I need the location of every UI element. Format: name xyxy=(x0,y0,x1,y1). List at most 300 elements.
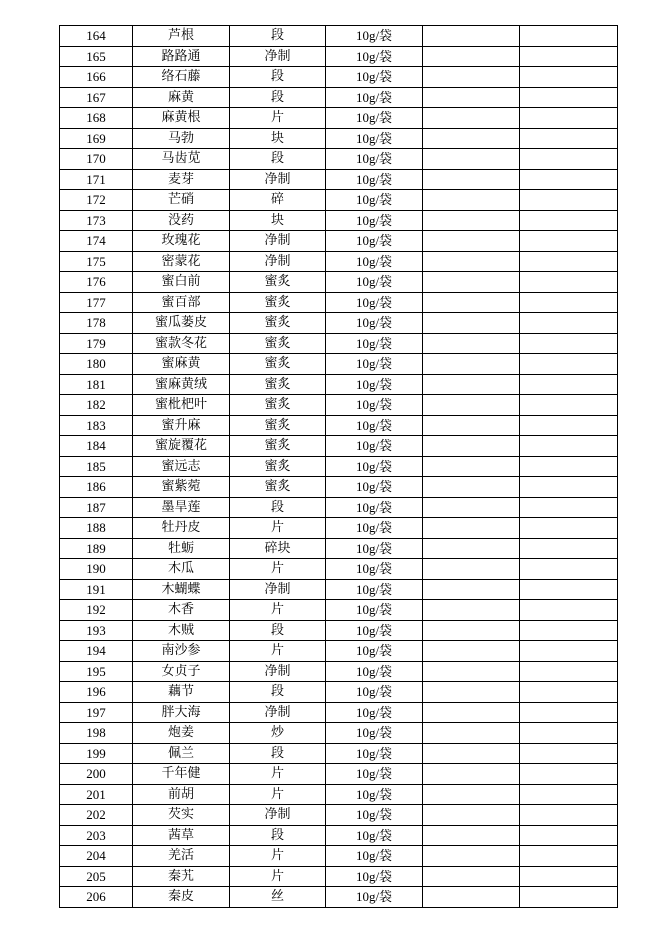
package-spec: 10g/袋 xyxy=(326,46,423,67)
empty-cell xyxy=(520,190,618,211)
processing-method: 碎块 xyxy=(230,538,326,559)
processing-method: 净制 xyxy=(230,805,326,826)
empty-cell xyxy=(520,313,618,334)
row-number: 168 xyxy=(60,108,133,129)
package-spec: 10g/袋 xyxy=(326,887,423,908)
row-number: 201 xyxy=(60,784,133,805)
package-spec: 10g/袋 xyxy=(326,579,423,600)
row-number: 197 xyxy=(60,702,133,723)
empty-cell xyxy=(423,682,520,703)
processing-method: 净制 xyxy=(230,46,326,67)
empty-cell xyxy=(423,210,520,231)
table-row xyxy=(60,477,618,498)
empty-cell xyxy=(520,149,618,170)
empty-cell xyxy=(520,67,618,88)
processing-method: 碎 xyxy=(230,190,326,211)
processing-method: 块 xyxy=(230,128,326,149)
package-spec: 10g/袋 xyxy=(326,538,423,559)
processing-method: 蜜炙 xyxy=(230,272,326,293)
herb-name: 蜜远志 xyxy=(133,456,230,477)
row-number: 198 xyxy=(60,723,133,744)
empty-cell xyxy=(520,436,618,457)
processing-method: 蜜炙 xyxy=(230,313,326,334)
row-number: 170 xyxy=(60,149,133,170)
empty-cell xyxy=(423,415,520,436)
row-number: 180 xyxy=(60,354,133,375)
row-number: 202 xyxy=(60,805,133,826)
herb-name: 路路通 xyxy=(133,46,230,67)
package-spec: 10g/袋 xyxy=(326,620,423,641)
row-number: 185 xyxy=(60,456,133,477)
table-row xyxy=(60,149,618,170)
table-row xyxy=(60,559,618,580)
herb-name: 胖大海 xyxy=(133,702,230,723)
empty-cell xyxy=(520,210,618,231)
row-number: 200 xyxy=(60,764,133,785)
herb-name: 麻黄 xyxy=(133,87,230,108)
processing-method: 蜜炙 xyxy=(230,436,326,457)
package-spec: 10g/袋 xyxy=(326,846,423,867)
row-number: 175 xyxy=(60,251,133,272)
processing-method: 净制 xyxy=(230,702,326,723)
row-number: 171 xyxy=(60,169,133,190)
package-spec: 10g/袋 xyxy=(326,231,423,252)
processing-method: 丝 xyxy=(230,887,326,908)
processing-method: 蜜炙 xyxy=(230,415,326,436)
herb-name: 茜草 xyxy=(133,825,230,846)
package-spec: 10g/袋 xyxy=(326,354,423,375)
empty-cell xyxy=(423,87,520,108)
herb-name: 蜜麻黄 xyxy=(133,354,230,375)
empty-cell xyxy=(520,292,618,313)
processing-method: 净制 xyxy=(230,251,326,272)
processing-method: 蜜炙 xyxy=(230,292,326,313)
row-number: 203 xyxy=(60,825,133,846)
empty-cell xyxy=(423,272,520,293)
package-spec: 10g/袋 xyxy=(326,87,423,108)
row-number: 164 xyxy=(60,26,133,47)
package-spec: 10g/袋 xyxy=(326,825,423,846)
empty-cell xyxy=(520,456,618,477)
package-spec: 10g/袋 xyxy=(326,477,423,498)
empty-cell xyxy=(423,456,520,477)
package-spec: 10g/袋 xyxy=(326,333,423,354)
herb-name: 木瓜 xyxy=(133,559,230,580)
table-row xyxy=(60,641,618,662)
processing-method: 片 xyxy=(230,866,326,887)
herb-name: 蜜百部 xyxy=(133,292,230,313)
empty-cell xyxy=(423,743,520,764)
package-spec: 10g/袋 xyxy=(326,169,423,190)
empty-cell xyxy=(423,784,520,805)
table-row xyxy=(60,846,618,867)
table-row xyxy=(60,313,618,334)
herb-name: 麻黄根 xyxy=(133,108,230,129)
herb-name: 木蝴蝶 xyxy=(133,579,230,600)
table-row xyxy=(60,497,618,518)
empty-cell xyxy=(423,600,520,621)
empty-cell xyxy=(423,292,520,313)
row-number: 194 xyxy=(60,641,133,662)
table-row xyxy=(60,805,618,826)
package-spec: 10g/袋 xyxy=(326,395,423,416)
herb-name: 千年健 xyxy=(133,764,230,785)
herb-name: 络石藤 xyxy=(133,67,230,88)
table-row xyxy=(60,887,618,908)
empty-cell xyxy=(520,333,618,354)
herb-name: 密蒙花 xyxy=(133,251,230,272)
row-number: 177 xyxy=(60,292,133,313)
empty-cell xyxy=(520,702,618,723)
table-row xyxy=(60,579,618,600)
empty-cell xyxy=(520,682,618,703)
processing-method: 段 xyxy=(230,67,326,88)
herb-name: 藕节 xyxy=(133,682,230,703)
empty-cell xyxy=(423,251,520,272)
empty-cell xyxy=(423,702,520,723)
package-spec: 10g/袋 xyxy=(326,723,423,744)
processing-method: 蜜炙 xyxy=(230,374,326,395)
empty-cell xyxy=(423,518,520,539)
package-spec: 10g/袋 xyxy=(326,764,423,785)
table-row xyxy=(60,456,618,477)
empty-cell xyxy=(423,26,520,47)
table-row xyxy=(60,210,618,231)
empty-cell xyxy=(423,805,520,826)
table-row xyxy=(60,866,618,887)
package-spec: 10g/袋 xyxy=(326,497,423,518)
herb-name: 牡丹皮 xyxy=(133,518,230,539)
processing-method: 段 xyxy=(230,825,326,846)
processing-method: 段 xyxy=(230,149,326,170)
table-row xyxy=(60,292,618,313)
table-row xyxy=(60,825,618,846)
processing-method: 净制 xyxy=(230,579,326,600)
empty-cell xyxy=(520,661,618,682)
row-number: 173 xyxy=(60,210,133,231)
empty-cell xyxy=(423,374,520,395)
table-row xyxy=(60,723,618,744)
herb-name: 蜜瓜蒌皮 xyxy=(133,313,230,334)
herb-name: 女贞子 xyxy=(133,661,230,682)
processing-method: 片 xyxy=(230,600,326,621)
empty-cell xyxy=(423,538,520,559)
table-row xyxy=(60,108,618,129)
herb-name: 蜜款冬花 xyxy=(133,333,230,354)
empty-cell xyxy=(520,579,618,600)
herb-name: 蜜麻黄绒 xyxy=(133,374,230,395)
empty-cell xyxy=(520,764,618,785)
empty-cell xyxy=(423,764,520,785)
empty-cell xyxy=(423,46,520,67)
processing-method: 片 xyxy=(230,784,326,805)
processing-method: 蜜炙 xyxy=(230,354,326,375)
table-row xyxy=(60,436,618,457)
table-row xyxy=(60,784,618,805)
row-number: 176 xyxy=(60,272,133,293)
empty-cell xyxy=(520,620,618,641)
herb-name: 蜜旋覆花 xyxy=(133,436,230,457)
herb-name: 芦根 xyxy=(133,26,230,47)
package-spec: 10g/袋 xyxy=(326,313,423,334)
processing-method: 蜜炙 xyxy=(230,456,326,477)
empty-cell xyxy=(520,538,618,559)
empty-cell xyxy=(520,26,618,47)
empty-cell xyxy=(520,108,618,129)
empty-cell xyxy=(423,128,520,149)
table-row xyxy=(60,169,618,190)
empty-cell xyxy=(520,477,618,498)
row-number: 187 xyxy=(60,497,133,518)
package-spec: 10g/袋 xyxy=(326,743,423,764)
package-spec: 10g/袋 xyxy=(326,292,423,313)
table-row xyxy=(60,272,618,293)
processing-method: 蜜炙 xyxy=(230,395,326,416)
table-row xyxy=(60,26,618,47)
empty-cell xyxy=(520,231,618,252)
processing-method: 蜜炙 xyxy=(230,477,326,498)
processing-method: 段 xyxy=(230,26,326,47)
empty-cell xyxy=(423,169,520,190)
package-spec: 10g/袋 xyxy=(326,26,423,47)
package-spec: 10g/袋 xyxy=(326,128,423,149)
empty-cell xyxy=(520,374,618,395)
processing-method: 段 xyxy=(230,743,326,764)
empty-cell xyxy=(423,436,520,457)
table-row xyxy=(60,128,618,149)
package-spec: 10g/袋 xyxy=(326,272,423,293)
row-number: 192 xyxy=(60,600,133,621)
empty-cell xyxy=(520,415,618,436)
empty-cell xyxy=(423,723,520,744)
package-spec: 10g/袋 xyxy=(326,682,423,703)
row-number: 190 xyxy=(60,559,133,580)
empty-cell xyxy=(423,825,520,846)
empty-cell xyxy=(520,805,618,826)
table-row xyxy=(60,395,618,416)
row-number: 166 xyxy=(60,67,133,88)
herb-name: 麦芽 xyxy=(133,169,230,190)
empty-cell xyxy=(423,497,520,518)
herb-name: 芡实 xyxy=(133,805,230,826)
package-spec: 10g/袋 xyxy=(326,661,423,682)
table-row xyxy=(60,46,618,67)
empty-cell xyxy=(520,46,618,67)
row-number: 191 xyxy=(60,579,133,600)
package-spec: 10g/袋 xyxy=(326,108,423,129)
package-spec: 10g/袋 xyxy=(326,210,423,231)
package-spec: 10g/袋 xyxy=(326,518,423,539)
empty-cell xyxy=(520,395,618,416)
row-number: 206 xyxy=(60,887,133,908)
herb-name: 墨旱莲 xyxy=(133,497,230,518)
empty-cell xyxy=(423,661,520,682)
empty-cell xyxy=(423,231,520,252)
empty-cell xyxy=(520,518,618,539)
empty-cell xyxy=(423,354,520,375)
row-number: 182 xyxy=(60,395,133,416)
package-spec: 10g/袋 xyxy=(326,251,423,272)
table-row xyxy=(60,231,618,252)
herb-name: 玫瑰花 xyxy=(133,231,230,252)
empty-cell xyxy=(520,641,618,662)
row-number: 178 xyxy=(60,313,133,334)
table-row xyxy=(60,354,618,375)
processing-method: 块 xyxy=(230,210,326,231)
herb-name: 木贼 xyxy=(133,620,230,641)
row-number: 186 xyxy=(60,477,133,498)
package-spec: 10g/袋 xyxy=(326,456,423,477)
row-number: 183 xyxy=(60,415,133,436)
row-number: 196 xyxy=(60,682,133,703)
empty-cell xyxy=(520,723,618,744)
processing-method: 段 xyxy=(230,87,326,108)
row-number: 172 xyxy=(60,190,133,211)
package-spec: 10g/袋 xyxy=(326,702,423,723)
table-row xyxy=(60,333,618,354)
table-row xyxy=(60,67,618,88)
row-number: 174 xyxy=(60,231,133,252)
empty-cell xyxy=(423,477,520,498)
row-number: 179 xyxy=(60,333,133,354)
empty-cell xyxy=(520,497,618,518)
row-number: 199 xyxy=(60,743,133,764)
processing-method: 净制 xyxy=(230,231,326,252)
row-number: 195 xyxy=(60,661,133,682)
package-spec: 10g/袋 xyxy=(326,67,423,88)
herb-table-body xyxy=(60,26,618,908)
empty-cell xyxy=(423,559,520,580)
herb-name: 马勃 xyxy=(133,128,230,149)
row-number: 205 xyxy=(60,866,133,887)
empty-cell xyxy=(423,67,520,88)
row-number: 189 xyxy=(60,538,133,559)
herb-name: 秦皮 xyxy=(133,887,230,908)
table-row xyxy=(60,518,618,539)
empty-cell xyxy=(520,354,618,375)
herb-name: 没药 xyxy=(133,210,230,231)
package-spec: 10g/袋 xyxy=(326,374,423,395)
empty-cell xyxy=(520,559,618,580)
processing-method: 段 xyxy=(230,620,326,641)
empty-cell xyxy=(423,887,520,908)
empty-cell xyxy=(423,149,520,170)
empty-cell xyxy=(423,313,520,334)
table-row xyxy=(60,764,618,785)
processing-method: 片 xyxy=(230,764,326,785)
table-row xyxy=(60,682,618,703)
processing-method: 片 xyxy=(230,108,326,129)
empty-cell xyxy=(520,600,618,621)
empty-cell xyxy=(423,190,520,211)
table-row xyxy=(60,702,618,723)
package-spec: 10g/袋 xyxy=(326,149,423,170)
empty-cell xyxy=(423,846,520,867)
empty-cell xyxy=(423,333,520,354)
herb-name: 前胡 xyxy=(133,784,230,805)
package-spec: 10g/袋 xyxy=(326,600,423,621)
herb-table xyxy=(59,25,618,908)
herb-name: 蜜白前 xyxy=(133,272,230,293)
package-spec: 10g/袋 xyxy=(326,559,423,580)
empty-cell xyxy=(423,620,520,641)
herb-name: 牡蛎 xyxy=(133,538,230,559)
herb-name: 南沙参 xyxy=(133,641,230,662)
package-spec: 10g/袋 xyxy=(326,866,423,887)
empty-cell xyxy=(520,784,618,805)
empty-cell xyxy=(423,395,520,416)
herb-name: 羌活 xyxy=(133,846,230,867)
empty-cell xyxy=(520,272,618,293)
table-row xyxy=(60,87,618,108)
table-row xyxy=(60,190,618,211)
empty-cell xyxy=(423,579,520,600)
processing-method: 炒 xyxy=(230,723,326,744)
empty-cell xyxy=(520,743,618,764)
empty-cell xyxy=(520,887,618,908)
herb-name: 佩兰 xyxy=(133,743,230,764)
processing-method: 片 xyxy=(230,846,326,867)
table-row xyxy=(60,600,618,621)
herb-name: 马齿苋 xyxy=(133,149,230,170)
table-row xyxy=(60,538,618,559)
row-number: 188 xyxy=(60,518,133,539)
herb-name: 炮姜 xyxy=(133,723,230,744)
herb-name: 芒硝 xyxy=(133,190,230,211)
package-spec: 10g/袋 xyxy=(326,436,423,457)
empty-cell xyxy=(520,128,618,149)
processing-method: 片 xyxy=(230,641,326,662)
herb-name: 秦艽 xyxy=(133,866,230,887)
empty-cell xyxy=(520,87,618,108)
package-spec: 10g/袋 xyxy=(326,641,423,662)
empty-cell xyxy=(520,169,618,190)
herb-name: 木香 xyxy=(133,600,230,621)
table-row xyxy=(60,415,618,436)
processing-method: 净制 xyxy=(230,169,326,190)
processing-method: 净制 xyxy=(230,661,326,682)
package-spec: 10g/袋 xyxy=(326,784,423,805)
herb-name: 蜜枇杷叶 xyxy=(133,395,230,416)
package-spec: 10g/袋 xyxy=(326,190,423,211)
empty-cell xyxy=(520,866,618,887)
processing-method: 段 xyxy=(230,682,326,703)
table-row xyxy=(60,661,618,682)
row-number: 193 xyxy=(60,620,133,641)
table-row xyxy=(60,620,618,641)
package-spec: 10g/袋 xyxy=(326,415,423,436)
herb-name: 蜜升麻 xyxy=(133,415,230,436)
processing-method: 片 xyxy=(230,559,326,580)
herb-name: 蜜紫菀 xyxy=(133,477,230,498)
row-number: 167 xyxy=(60,87,133,108)
table-row xyxy=(60,251,618,272)
empty-cell xyxy=(520,825,618,846)
row-number: 184 xyxy=(60,436,133,457)
package-spec: 10g/袋 xyxy=(326,805,423,826)
table-row xyxy=(60,374,618,395)
empty-cell xyxy=(520,251,618,272)
empty-cell xyxy=(520,846,618,867)
table-row xyxy=(60,743,618,764)
empty-cell xyxy=(423,641,520,662)
empty-cell xyxy=(423,108,520,129)
row-number: 165 xyxy=(60,46,133,67)
empty-cell xyxy=(423,866,520,887)
row-number: 181 xyxy=(60,374,133,395)
row-number: 204 xyxy=(60,846,133,867)
processing-method: 片 xyxy=(230,518,326,539)
